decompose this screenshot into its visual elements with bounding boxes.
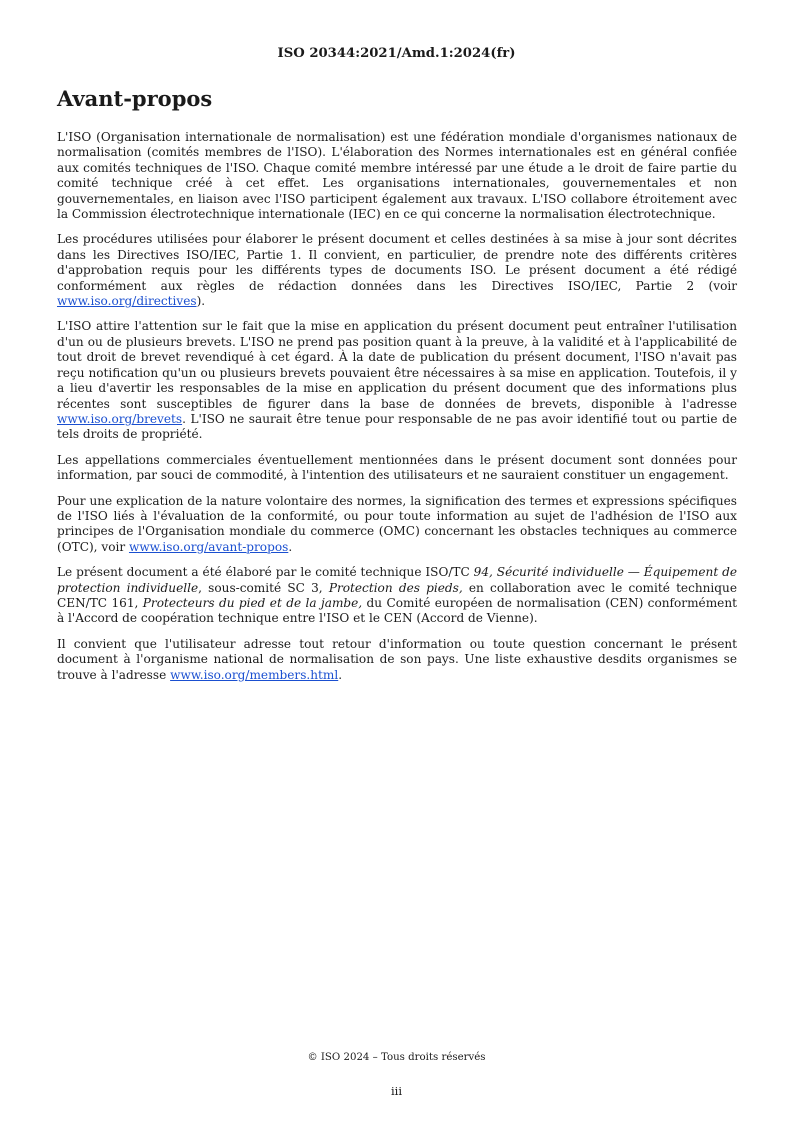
cen-committee-title: Protecteurs du pied et de la jambe, (142, 595, 363, 610)
paragraph-iso-intro (57, 130, 737, 222)
subcommittee-title: Protection des pieds, (328, 580, 463, 595)
paragraph-text: ). (196, 294, 206, 309)
paragraph-text: L'ISO (Organisation internationale de normalisation) est une fédération mondiale d'organismes nationaux de normalisation (comités membres de l'ISO). L'élaboration des Normes internationales est en général confiée aux comités techniques de l'ISO. Chaque comité membre intéressé par une étude a le droit de faire partie du comité technique créé à cet effet. Les organisations internationales, gouvernementales et non gouvernementales, en liaison avec l'ISO participent également aux travaux. L'ISO collabore étroitement avec la Commission électrotechnique internationale (IEC) en ce qui concerne la normalisation électrotechnique. (57, 130, 737, 222)
paragraph-text: du Comité européen de normalisation (CEN) conformément à l'Accord de coopération technique entre l'ISO et le CEN (Accord de Vienne). (57, 595, 737, 626)
paragraph-committee (57, 565, 737, 627)
paragraph-feedback (57, 637, 737, 683)
paragraph-text: . L'ISO ne saurait être tenue pour responsable de ne pas avoir identifié tout ou partie de tels droits de propriété. (57, 411, 737, 442)
page-title: Avant-propos (57, 86, 213, 111)
directives-link[interactable]: www.iso.org/directives (57, 294, 197, 309)
foreword-body (57, 130, 737, 693)
paragraph-text: Il convient que l'utilisateur adresse tout retour d'information ou toute question concernant le présent document à l'organisme national de normalisation de son pays. Une liste exhaustive desdits organismes se trouve à l'adresse (57, 636, 737, 682)
paragraph-text: L'ISO attire l'attention sur le fait que la mise en application du présent document peut entraîner l'utilisation d'un ou de plusieurs brevets. L'ISO ne prend pas position quant à la preuve, à la validité et à l'applicabilité de tout droit de brevet revendiqué à cet égard. À la date de publication du présent document, l'ISO n'avait pas reçu notification qu'un ou plusieurs brevets pouvaient être nécessaires à sa mise en application. Toutefois, il y a lieu d'avertir les responsables de la mise en application du présent document que des informations plus récentes sont susceptibles de figurer dans la base de données de brevets, disponible à l'adresse (57, 319, 737, 411)
foreword-link[interactable]: www.iso.org/avant-propos (128, 539, 289, 554)
patents-link[interactable]: www.iso.org/brevets (57, 411, 183, 426)
paragraph-patents (57, 319, 737, 442)
committee-title: 94, Sécurité individuelle — Équipement de protection individuelle (57, 565, 737, 595)
paragraph-text: en collaboration avec le comité technique CEN/TC 161, (57, 580, 737, 610)
paragraph-text: . (338, 667, 343, 682)
members-link[interactable]: www.iso.org/members.html (170, 667, 339, 682)
paragraph-text: Les procédures utilisées pour élaborer le présent document et celles destinées à sa mise à jour sont décrites dans les Directives ISO/IEC, Partie 1. Il convient, en particulier, de prendre note des différents critères d'approbation requis pour les différents types de documents ISO. Le présent document a été rédigé conformément aux règles de rédaction données dans les Directives ISO/IEC, Partie 2 (voir (57, 232, 737, 293)
paragraph-text: , sous-comité SC 3, (198, 580, 329, 595)
page-number: iii (390, 1084, 403, 1098)
paragraph-text: Le présent document a été élaboré par le comité technique ISO/TC (57, 565, 474, 580)
copyright-footer: © ISO 2024 – Tous droits réservés (307, 1052, 486, 1063)
paragraph-text: Pour une explication de la nature volontaire des normes, la signification des termes et expressions spécifiques de l'ISO liés à l'évaluation de la conformité, ou pour toute information au sujet de l'adhésion de l'ISO aux principes de l'Organisation mondiale du commerce (OMC) concernant les obstacles techniques au commerce (OTC), voir (57, 493, 737, 554)
paragraph-text: Les appellations commerciales éventuellement mentionnées dans le présent document sont données pour information, par souci de commodité, à l'intention des utilisateurs et ne sauraient constituer un engagement. (57, 452, 737, 483)
paragraph-trade-names (57, 453, 737, 484)
paragraph-text: . (288, 539, 293, 554)
document-identifier: ISO 20344:2021/Amd.1:2024(fr) (277, 46, 516, 61)
paragraph-procedures (57, 232, 737, 309)
paragraph-voluntary-nature (57, 494, 737, 556)
